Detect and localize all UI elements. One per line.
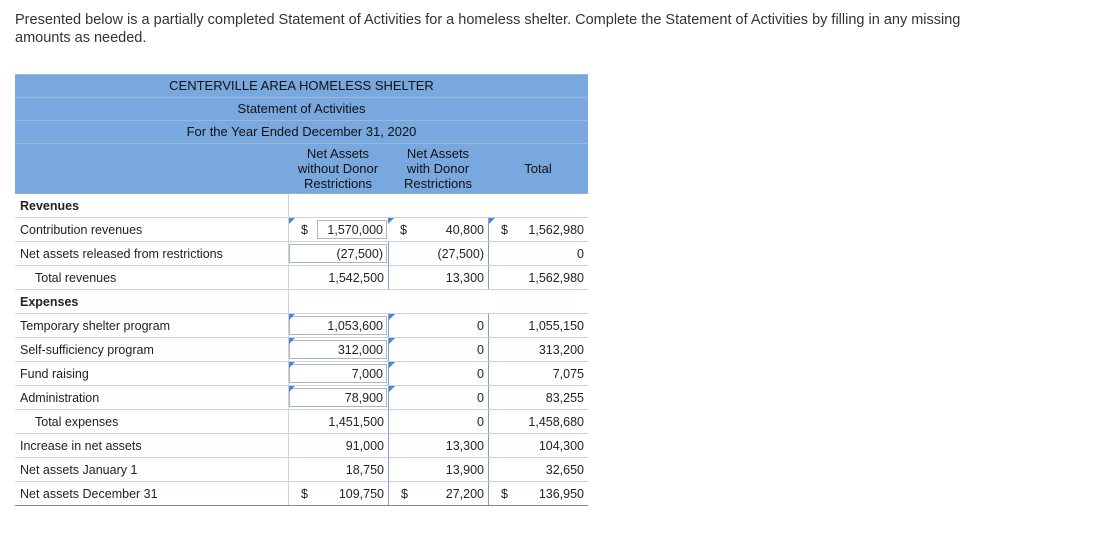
- statement-of-activities-table: [15, 74, 588, 506]
- table-row: Increase in net assets 91,000 13,300 104,300: [15, 434, 588, 458]
- selfsuff-with-input[interactable]: 0: [388, 338, 488, 361]
- contribution-without-input[interactable]: $ 1,570,000: [288, 218, 388, 241]
- col-total: Total: [524, 161, 552, 176]
- administration-without-input[interactable]: 78,900: [288, 386, 388, 409]
- section-revenues: Revenues: [15, 194, 588, 218]
- table-row: Net assets released from restrictions (27,500) (27,500) 0: [15, 242, 588, 266]
- table-row: Administration 78,900 0 83,255: [15, 386, 588, 410]
- contribution-total-input[interactable]: $ 1,562,980: [488, 218, 588, 241]
- table-row: Net assets January 1 18,750 13,900 32,650: [15, 458, 588, 482]
- instructions-text: Presented below is a partially completed Statement of Activities for a homeless shelter. Complete the Statement of Activities by filling in any missing amounts as needed.: [15, 12, 961, 46]
- section-expenses: Expenses: [15, 290, 588, 314]
- table-row: Contribution revenues $ 1,570,000 $ 40,800 $ 1,562,980: [15, 218, 588, 242]
- table-row: Total revenues 1,542,500 13,300 1,562,980: [15, 266, 588, 290]
- temporary-without-input[interactable]: 1,053,600: [288, 314, 388, 337]
- statement-period: For the Year Ended December 31, 2020: [15, 121, 588, 144]
- org-name: CENTERVILLE AREA HOMELESS SHELTER: [15, 74, 588, 98]
- table-row: Fund raising 7,000 0 7,075: [15, 362, 588, 386]
- col-with-donor: Net Assets with Donor Restrictions: [404, 146, 472, 191]
- table-row: Total expenses 1,451,500 0 1,458,680: [15, 410, 588, 434]
- temporary-with-input[interactable]: 0: [388, 314, 488, 337]
- table-row: Net assets December 31 $ 109,750 $ 27,200 $ 136,950: [15, 482, 588, 506]
- released-without: (27,500): [288, 242, 388, 265]
- fundraising-with-input[interactable]: 0: [388, 362, 488, 385]
- released-total: 0: [488, 242, 588, 265]
- column-headers: [15, 144, 588, 194]
- administration-with-input[interactable]: 0: [388, 386, 488, 409]
- table-row: Self-sufficiency program 312,000 0 313,200: [15, 338, 588, 362]
- contribution-with-input[interactable]: $ 40,800: [388, 218, 488, 241]
- fundraising-without-input[interactable]: 7,000: [288, 362, 388, 385]
- col-without-donor: Net Assets without Donor Restrictions: [297, 146, 379, 191]
- released-with: (27,500): [388, 242, 488, 265]
- table-row: Temporary shelter program 1,053,600 0 1,055,150: [15, 314, 588, 338]
- statement-title: Statement of Activities: [15, 98, 588, 121]
- selfsuff-without-input[interactable]: 312,000: [288, 338, 388, 361]
